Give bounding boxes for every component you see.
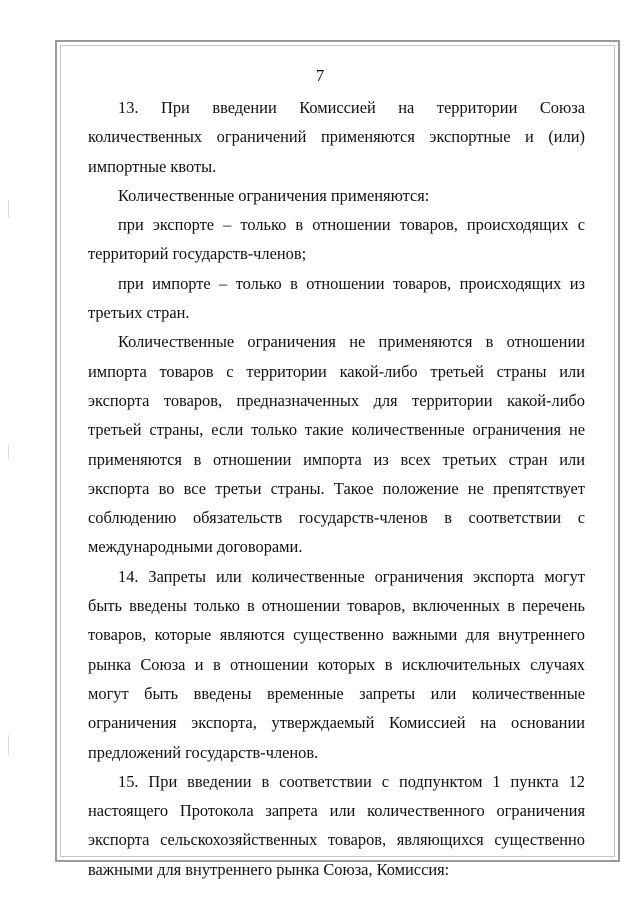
paragraph-export-item: при экспорте – только в отношении товаров, происходящих с территорий государств-членов; (88, 215, 585, 264)
paragraph-restrictions-intro: Количественные ограничения применяются: (118, 185, 430, 205)
scan-margin-mark (8, 200, 9, 218)
paragraph-non-application: Количественные ограничения не применяются в отношении импорта товаров с территории какой-либо третьей страны или экспорта товаров, предназначенных для территории какой-либо третьей страны, если только такие количественные ограничения не применяются в отношении импорта из всех третьих стран или экспорта во все третьи страны. Такое положение не препятствует соблюдению обязательств государств-членов в соответствии с международными договорами. (88, 332, 585, 557)
paragraph-14: 14. Запреты или количественные ограничения экспорта могут быть введены только в отношении товаров, включенных в перечень товаров, которые являются существенно важными для внутреннего рынка Союза и в отношении которых в исключительных случаях могут быть введены временные запреты или количественные ограничения экспорта, утверждаемый Комиссией на основании предложений государств-членов. (88, 566, 585, 762)
page-number: 7 (315, 66, 325, 85)
scan-margin-mark (8, 445, 9, 459)
scan-margin-mark (8, 735, 9, 755)
document-body (88, 93, 585, 884)
paragraph-15: 15. При введении в соответствии с подпунктом 1 пункта 12 настоящего Протокола запрета или количественного ограничения экспорта сельскохозяйственных товаров, являющихся существенно важными для внутреннего рынка Союза, Комиссия: (88, 771, 585, 879)
paragraph-import-item: при импорте – только в отношении товаров, происходящих из третьих стран. (88, 273, 585, 323)
paragraph-13: 13. При введении Комиссией на территории Союза количественных ограничений применяются экспортные и (или) импортные квоты. (88, 98, 585, 176)
